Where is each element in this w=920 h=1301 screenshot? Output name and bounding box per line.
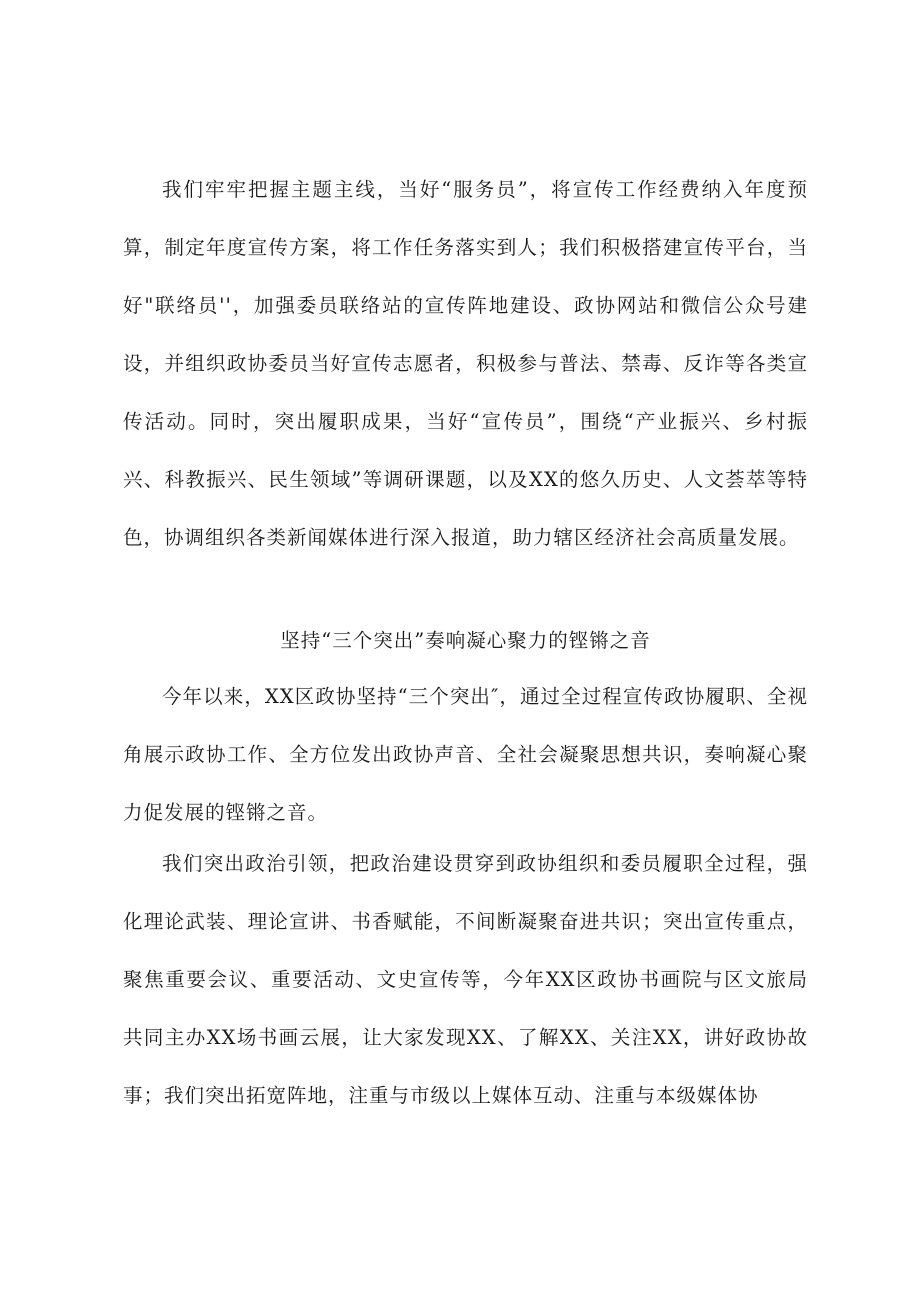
section-heading: 坚持“三个突出”奏响凝心聚力的铿锵之音 [280,629,651,652]
paragraph-political-guidance: 我们突出政治引领，把政治建设贯穿到政协组织和委员履职全过程，强化理论武装、理论宣讲、书香赋能，不间断凝聚奋进共识；突出宣传重点，聚焦重要会议、重要活动、文史宣传等，今年XX区政协书画院与区文旅局共同主办XX场书画云展，让大家发现XX、了解XX、关注XX，讲好政协故事；我们突出拓宽阵地，注重与市级以上媒体互动、注重与本级媒体协 [123,852,808,1107]
paragraph-publicity-work: 我们牢牢把握主题主线，当好“服务员”，将宣传工作经费纳入年度预算，制定年度宣传方案，将工作任务落实到人；我们积极搭建宣传平台，当好"联络员''，加强委员联络站的宣传阵地建设、政协网站和微信公众号建设，并组织政协委员当好宣传志愿者，积极参与普法、禁毒、反诈等各类宣传活动。同时，突出履职成果，当好“宣传员”，围绕“产业振兴、乡村振兴、科教振兴、民生领域”等调研课题，以及XX的悠久历史、人文荟萃等特色，协调组织各类新闻媒体进行深入报道，助力辖区经济社会高质量发展。 [123,178,808,549]
paragraph-three-highlights: 今年以来，XX区政协坚持“三个突出″，通过全过程宣传政协履职、全视角展示政协工作、全方位发出政协声音、全社会凝聚思想共识，奏响凝心聚力促发展的铿锵之音。 [123,685,808,824]
